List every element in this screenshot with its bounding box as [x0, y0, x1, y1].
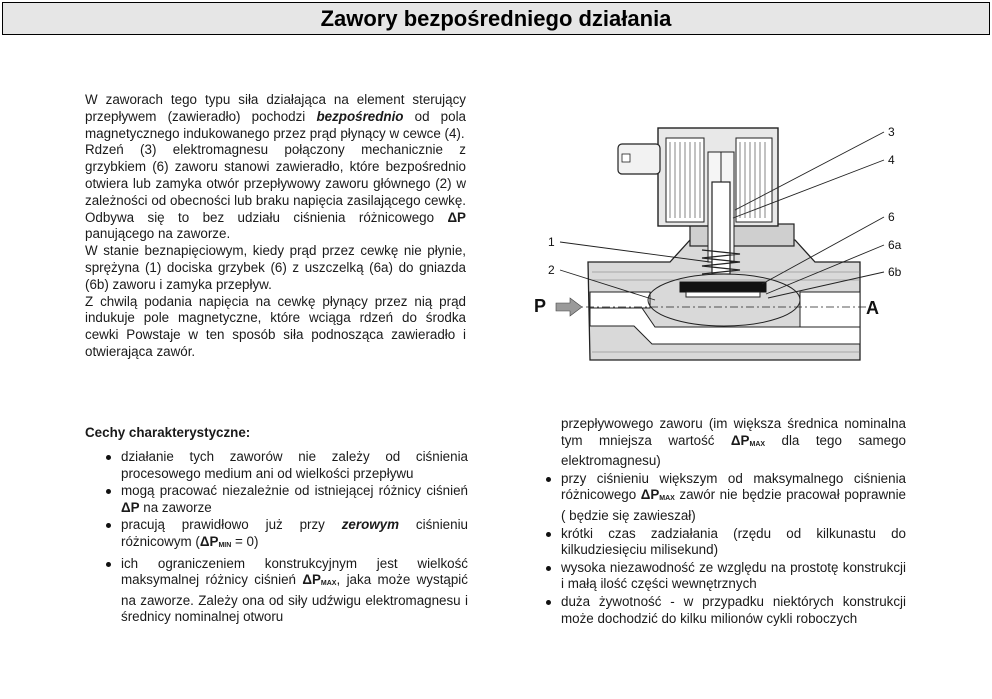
bullet-icon — [106, 562, 111, 567]
list-item: działanie tych zaworów nie zależy od ciśnienia procesowego medium ani od wielkości przepływu — [106, 449, 468, 482]
bullet-icon — [546, 477, 551, 482]
label-3: 3 — [888, 125, 895, 139]
bullet-icon — [106, 523, 111, 528]
label-4: 4 — [888, 153, 895, 167]
bonnet — [690, 224, 794, 246]
list-item: przy ciśnieniu większym od maksymalnego ciśnienia różnicowego $\Delta P_{MAX}$ zawór nie będzie pracował poprawnie ( będzie się zawieszał) — [546, 471, 906, 525]
bullet-icon — [106, 455, 111, 460]
label-6a: 6a — [888, 238, 902, 252]
label-inlet-p: P — [534, 296, 547, 316]
list-item: krótki czas zadziałania (rzędu od kilkunastu do kilkudziesięciu milisekund) — [546, 526, 906, 559]
label-6: 6 — [888, 210, 895, 224]
bullet-icon — [546, 600, 551, 605]
features-list-right — [546, 416, 906, 628]
list-item-continuation: przepływowego zaworu (im większa średnica nominalna tym mniejsza wartość $\Delta P_{MAX}$ dla tego samego elektromagnesu) — [561, 416, 906, 469]
valve-disc — [680, 282, 766, 292]
label-outlet-a: A — [866, 298, 879, 318]
intro-paragraph-1: W zaworach tego typu siła działająca na element sterujący przepływem (zawieradło) pochodzi bezpośrednio od pola magnetycznego indukowanego przez prąd płynący w cewce (4). — [85, 92, 466, 141]
bullet-icon — [106, 489, 111, 494]
coil-right — [736, 138, 772, 222]
features-heading: Cechy charakterystyczne: — [85, 425, 251, 440]
valve-seal — [686, 292, 760, 297]
page-title: Zawory bezpośredniego działania — [2, 2, 990, 35]
intro-paragraph-2: Rdzeń (3) elektromagnesu połączony mechanicznie z grzybkiem (6) zaworu stanowi zawieradło, które bezpośrednio otwiera lub zamyka otwór przepływowy zaworu głównego (2) w zależności od obecności lub braku napięcia zasilającego cewkę. Odbywa się to bez udziału ciśnienia różnicowego ΔP panującego na zaworze. — [85, 142, 466, 242]
list-item: duża żywotność - w przypadku niektórych konstrukcji może dochodzić do kilku milionów cykli roboczych — [546, 594, 906, 627]
valve-cross-section-diagram — [530, 112, 910, 374]
intro-paragraph-4: Z chwilą podania napięcia na cewkę płynący przez nią prąd indukuje pole magnetyczne, które wciąga rdzeń do środka cewki Powstaje w ten sposób siła podnosząca zawieradło i otwierająca zawór. — [85, 293, 466, 359]
bullet-icon — [546, 566, 551, 571]
outlet-passage — [800, 292, 860, 327]
label-6b: 6b — [888, 265, 902, 279]
bullet-icon — [546, 532, 551, 537]
label-2: 2 — [548, 263, 555, 277]
features-list-left — [106, 449, 468, 627]
list-item: wysoka niezawodność ze względu na prostotę konstrukcji i małą ilość części wewnętrznych — [546, 560, 906, 593]
list-item: pracują prawidłowo już przy zerowym ciśnieniu różnicowym $(\Delta P_{MIN} = 0)$ — [106, 517, 468, 554]
intro-paragraph-3: W stanie beznapięciowym, kiedy prąd przez cewkę nie płynie, sprężyna (1) dociska grzybek (6) z uszczelką (6a) do gniazda (6b) zaworu i zamyka przepływ. — [85, 243, 466, 292]
list-item: mogą pracować niezależnie od istniejącej różnicy ciśnień ΔP na zaworze — [106, 483, 468, 516]
inlet-arrow-icon — [556, 298, 582, 316]
inlet-passage — [590, 292, 650, 308]
label-1: 1 — [548, 235, 555, 249]
intro-text — [85, 92, 466, 361]
list-item: ich ograniczeniem konstrukcyjnym jest wielkość maksymalnej różnicy ciśnień $\Delta P_{MAX}$, jaka może wystąpić na zaworze. Zależy ona od siły udźwigu elektromagnesu i średnicy nominalnej otworu — [106, 556, 468, 626]
